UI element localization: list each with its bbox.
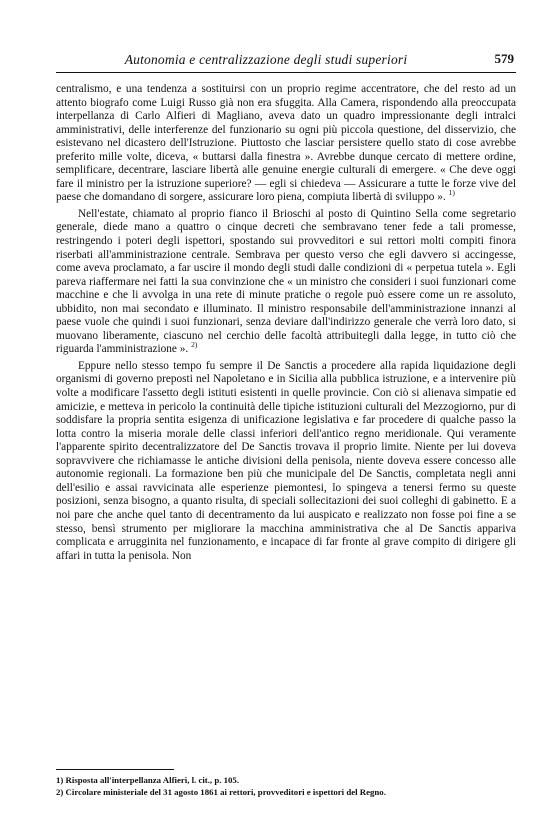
- paragraph-2: [56, 208, 516, 357]
- paragraph-3: [56, 360, 516, 563]
- footnote-ref-1: 1): [448, 188, 455, 198]
- footnote-divider: [56, 769, 174, 770]
- footnote-ref-2: 2): [191, 340, 198, 350]
- paragraph-1: [56, 83, 516, 205]
- footnote-1: 1) Risposta all'interpellanza Alfieri, l. cit., p. 105.: [56, 775, 240, 785]
- footnote-2: 2) Circolare ministeriale del 31 agosto 1861 ai rettori, provveditori e ispettori del Regno.: [56, 786, 386, 797]
- paragraph-2-text: Nell'estate, chiamato al proprio fianco il Brioschi al posto di Quintino Sella come segretario generale, diede mano a quattro o cinque decreti che sembravano tener fede a tali promesse, restringendo i poteri degli ispettori, spostando sui provveditori e sui rettori molti compiti finora riserbati all'amministrazione centrale. Sembrava per questo verso che egli davvero si accingesse, come aveva proclamato, a far uscire il mondo degli studi dalle condizioni di « perpetua tutela ». Egli pareva riaffermare nei fatti la sua convinzione che « un ministro che consideri i suoi funzionari come macchine e che li avvolga in una rete di minute pratiche o regole può essere come un re assoluto, ubbidito, non mai secondato e illuminato. Il ministro responsabile dell'amministrazione innanzi al paese vuole che quindi i suoi funzionari, senza deviare dall'indirizzo generale che verrà loro dato, si muovano liberamente, ciascuno nel cerchio delle facoltà attribuitegli dalla legge, in tutto ciò che riguarda l'amministrazione ».: [56, 207, 516, 356]
- body-text: [56, 83, 516, 566]
- footnotes: [56, 775, 516, 798]
- running-header: [56, 50, 516, 73]
- page-number: 579: [494, 51, 514, 66]
- running-title: Autonomia e centralizzazione degli studi superiori: [124, 52, 408, 67]
- paragraph-3-text: Eppure nello stesso tempo fu sempre il De Sanctis a procedere alla rapida liquidazione degli organismi di governo preposti nel Napoletano e in Sicilia alla pubblica istruzione, e a intervenire più volte a modificare l'assetto degli istituti esistenti in quelle provincie. Con ciò si alienava simpatie ed amicizie, e metteva in pericolo la continuità delle tipiche istituzioni culturali del Mezzogiorno, pur di soddisfare la propria sentita esigenza di unificazione legislativa e far procedere di qualche passo la lotta contro la miseria morale delle classi inferiori dell'antico regno meridionale. Qui veramente l'apparente spirito decentralizzatore del De Sanctis trovava il proprio limite. Niente per lui doveva sopravvivere che richiamasse le antiche divisioni della penisola, niente doveva essere concesso alle autonomie regionali. La formazione ben più che municipale del De Sanctis, completata negli anni dell'esilio e assai ravvicinata alle esperienze piemontesi, lo spingeva a tenersi fermo su queste posizioni, senza bisogno, a quanto risulta, di speciali sollecitazioni dei suoi colleghi di gabinetto. E a noi pare che anche quel tanto di decentramento da lui auspicato e realizzato non fosse poi fine a se stesso, bensì strumento per migliorare la macchina amministrativa che al De Sanctis appariva complicata e arrugginita nel funzionamento, e incapace di far fronte al grave compito di dirigere gli affari in tutta la penisola. Non: [56, 359, 516, 562]
- paragraph-1-text: centralismo, e una tendenza a sostituirsi con un proprio regime accentratore, che del resto ad un attento biografo come Luigi Russo già non era sfuggita. Alla Camera, rispondendo alla preoccupata interpellanza di Carlo Alfieri di Magliano, aveva dato un quadro impressionante degli intralci amministrativi, delle interferenze del funzionario su ogni più piccola questione, del disservizio, che esistevano nel dicastero dell'Istruzione. Piuttosto che lasciar persistere quello stato di cose avrebbe preferito mille volte, diceva, « buttarsi dalla finestra ». Avrebbe dunque cercato di mettere ordine, semplificare, decentrare, lasciare libertà alle genuine energie culturali di emergere. « Che deve oggi fare il ministro per la istruzione superiore? — egli si chiedeva — Assicurare a tutte le forze vive del paese che domandano di sorgere, assicurare loro piena, compiuta libertà di sviluppo ».: [56, 83, 516, 204]
